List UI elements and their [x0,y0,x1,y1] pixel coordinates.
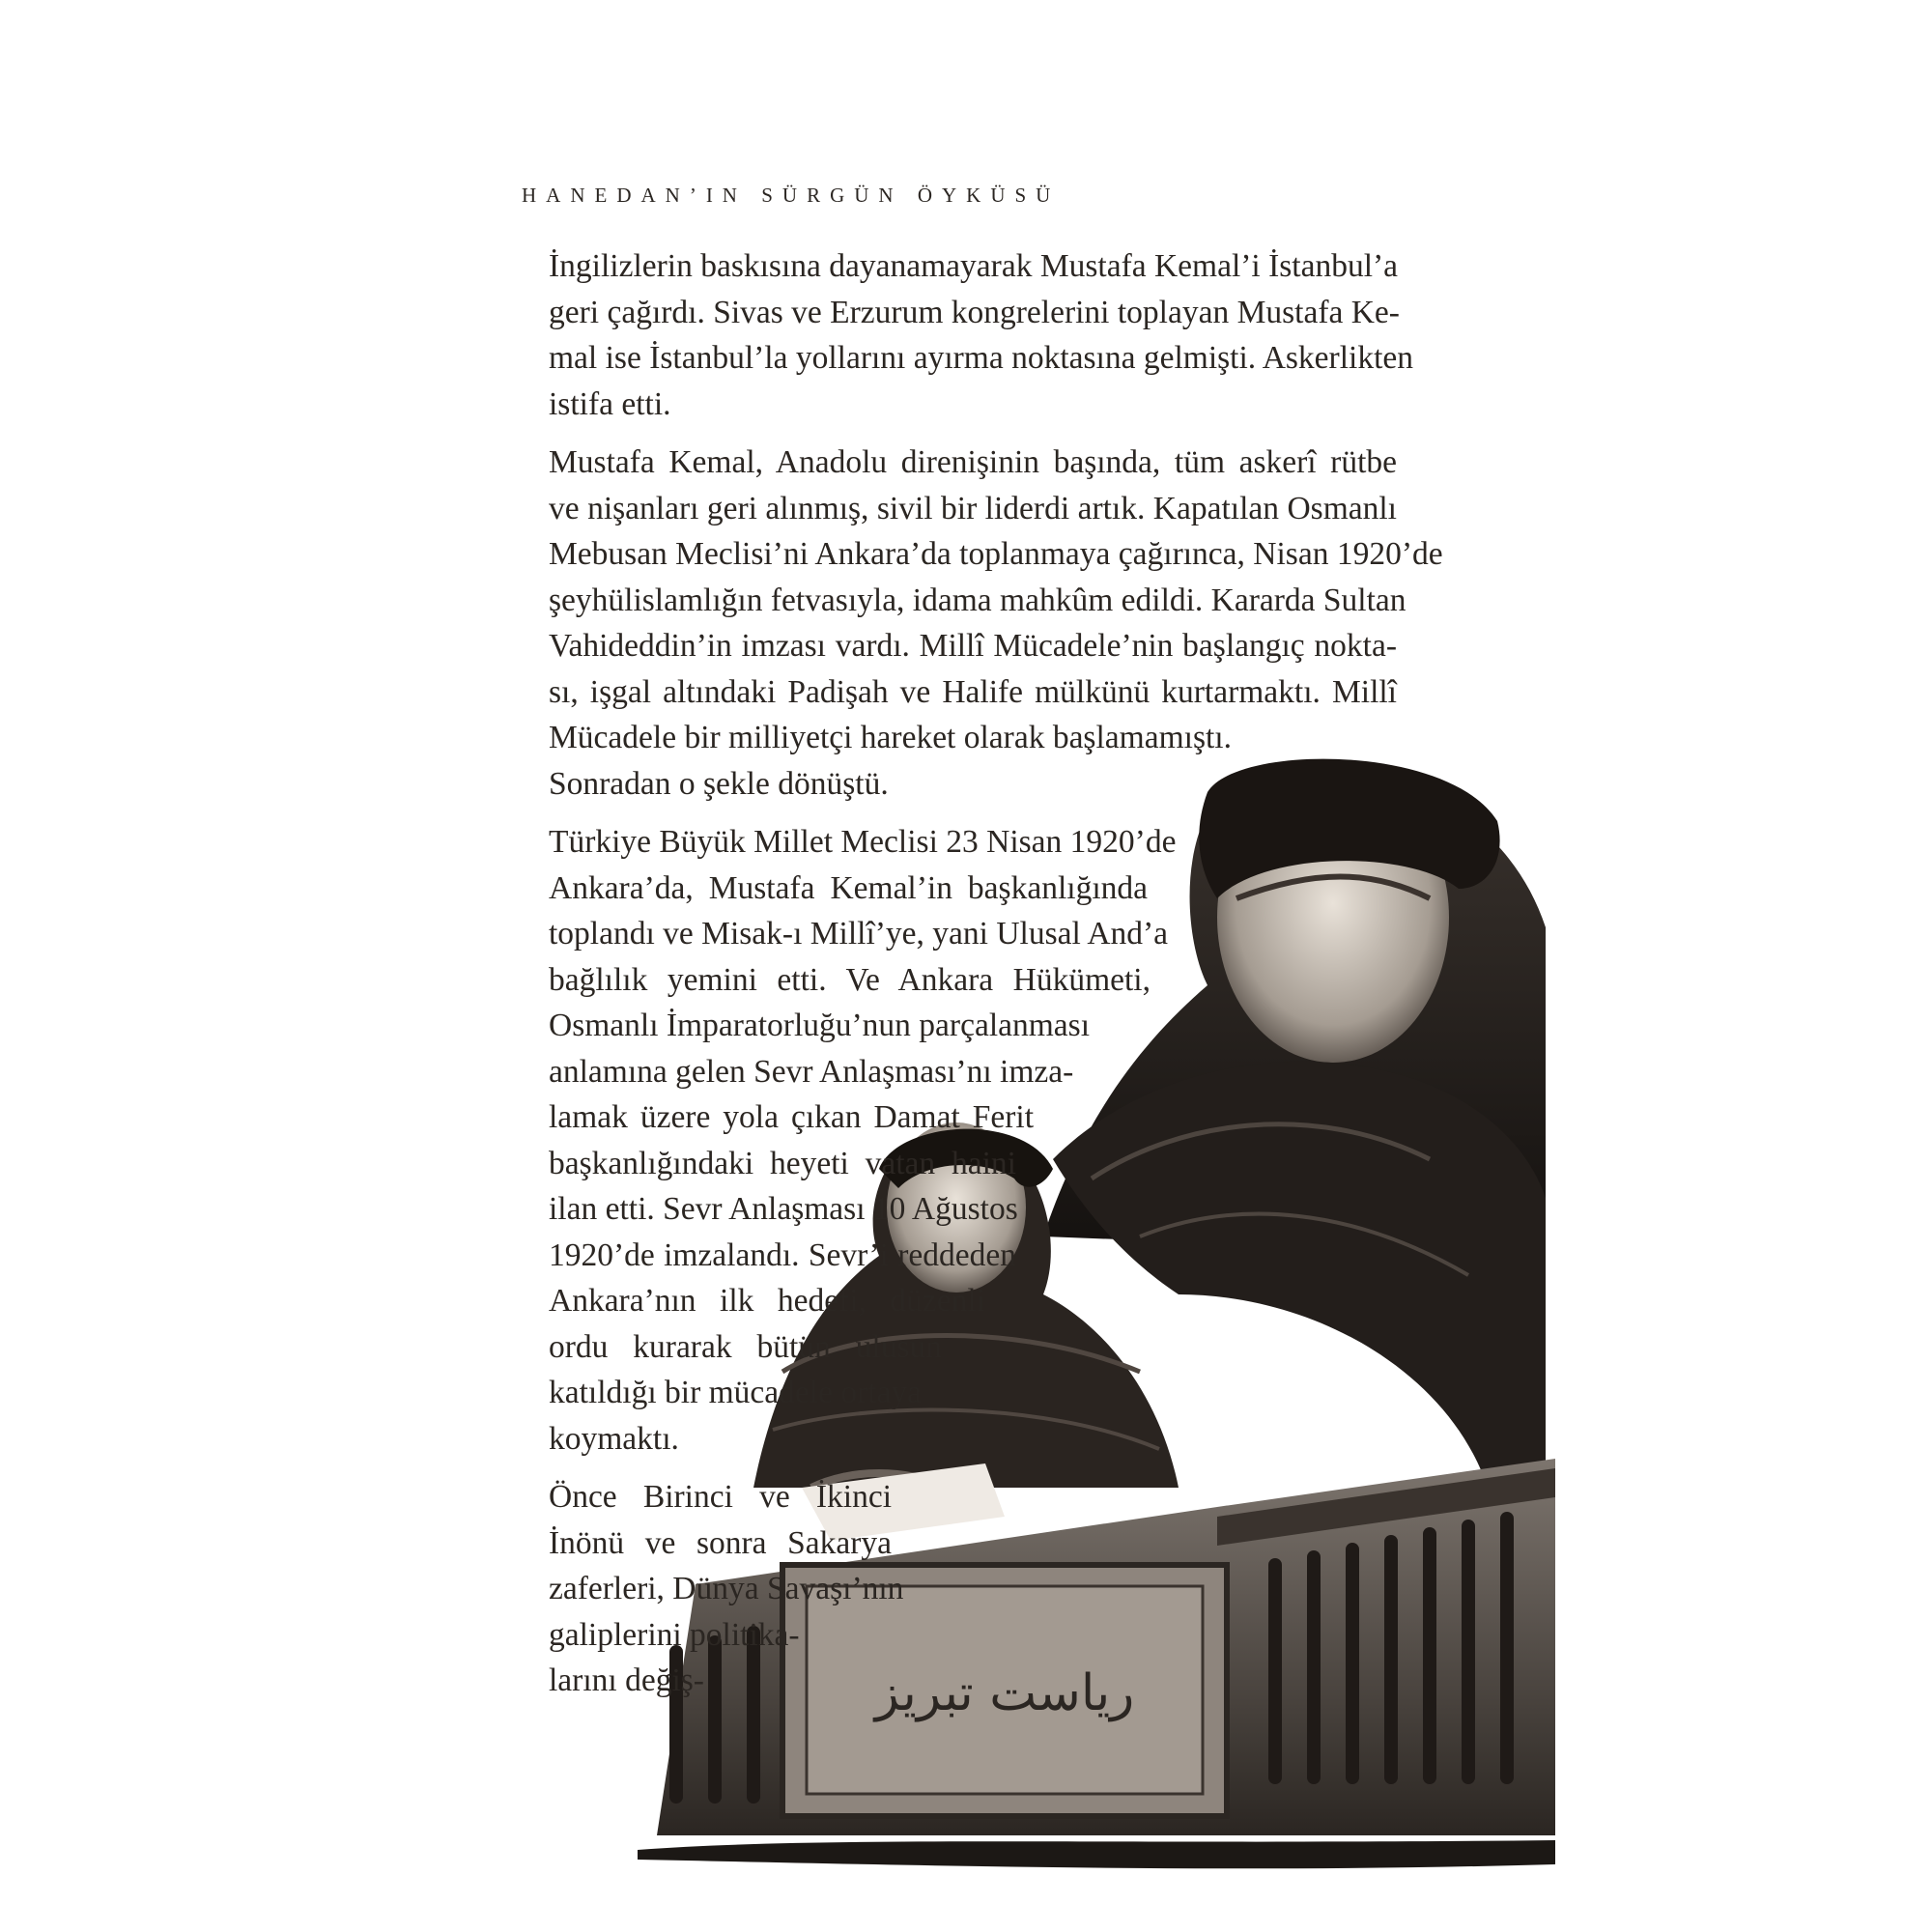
paragraph [549,819,1397,1462]
text-line: başkanlığındaki heyeti vatan haini [549,1145,1016,1181]
text-line: istifa etti. [549,385,671,422]
paragraph [549,243,1413,427]
text-line: lamak üzere yola çıkan Damat Ferit [549,1099,1034,1135]
text-line: Önce Birinci ve İkinci [549,1479,892,1515]
text-line: galiplerini politika- [549,1616,800,1653]
text-line: İngilizlerin baskısına dayanamayarak Mustafa Kemal’i İstanbul’a [549,248,1399,284]
text-line: Mücadele bir milliyetçi hareket olarak başlamamıştı. [549,720,1232,755]
text-line: larını değiş- [549,1662,704,1698]
text-line: Türkiye Büyük Millet Meclisi 23 Nisan 1920’de [549,824,1177,860]
text-line: Mebusan Meclisi’ni Ankara’da toplanmaya çağırınca, Nisan 1920’de [549,536,1443,572]
text-line: bağlılık yemini etti. Ve Ankara Hükümeti, [549,961,1151,998]
text-line: katıldığı bir mücadele ortaya [549,1375,923,1410]
text-line: şeyhülislamlığın fetvasıyla, idama mahkûm edildi. Kararda Sultan [549,582,1406,618]
text-line: Ankara’nın ilk hedefi, düzenli [549,1283,985,1319]
text-line: Sonradan o şekle dönüştü. [549,765,889,802]
paragraph [549,1474,1397,1704]
text-line: zaferleri, Dünya Savaşı’nın [549,1571,904,1606]
text-line: ilan etti. Sevr Anlaşması 10 Ağustos [549,1191,1018,1227]
paragraph [549,440,1443,807]
text-line: geri çağırdı. Sivas ve Erzurum kongrelerini toplayan Mustafa Ke- [549,294,1400,330]
text-line: mal ise İstanbul’la yollarını ayırma noktasına gelmişti. Askerlikten [549,340,1413,376]
text-line: Vahideddin’in imzası vardı. Millî Mücadele’nin başlangıç nokta- [549,628,1397,664]
lectern-inscription: ریاست تبریز [874,1664,1135,1722]
text-line: koymaktı. [549,1420,679,1457]
text-line: İnönü ve sonra Sakarya [549,1524,892,1561]
running-header: HANEDAN’IN SÜRGÜN ÖYKÜSÜ [522,184,1061,207]
text-line: ve nişanları geri alınmış, sivil bir liderdi artık. Kapatılan Osmanlı [549,490,1397,526]
text-line: Osmanlı İmparatorluğu’nun parçalanması [549,1008,1091,1043]
text-line: sı, işgal altındaki Padişah ve Halife mülkünü kurtarmaktı. Millî [549,673,1397,710]
body-text [549,243,1443,1717]
text-line: 1920’de imzalandı. Sevr’i reddeden [549,1236,1016,1273]
text-line: anlamına gelen Sevr Anlaşması’nı imza- [549,1053,1074,1090]
brush-stroke [638,1840,1555,1868]
text-line: Ankara’da, Mustafa Kemal’in başkanlığında [549,869,1148,906]
text-line: Mustafa Kemal, Anadolu direnişinin başında, tüm askerî rütbe [549,444,1397,480]
text-line: toplandı ve Misak-ı Millî’ye, yani Ulusal And’a [549,916,1169,952]
text-line: ordu kurarak bütün ulusun [549,1328,942,1365]
